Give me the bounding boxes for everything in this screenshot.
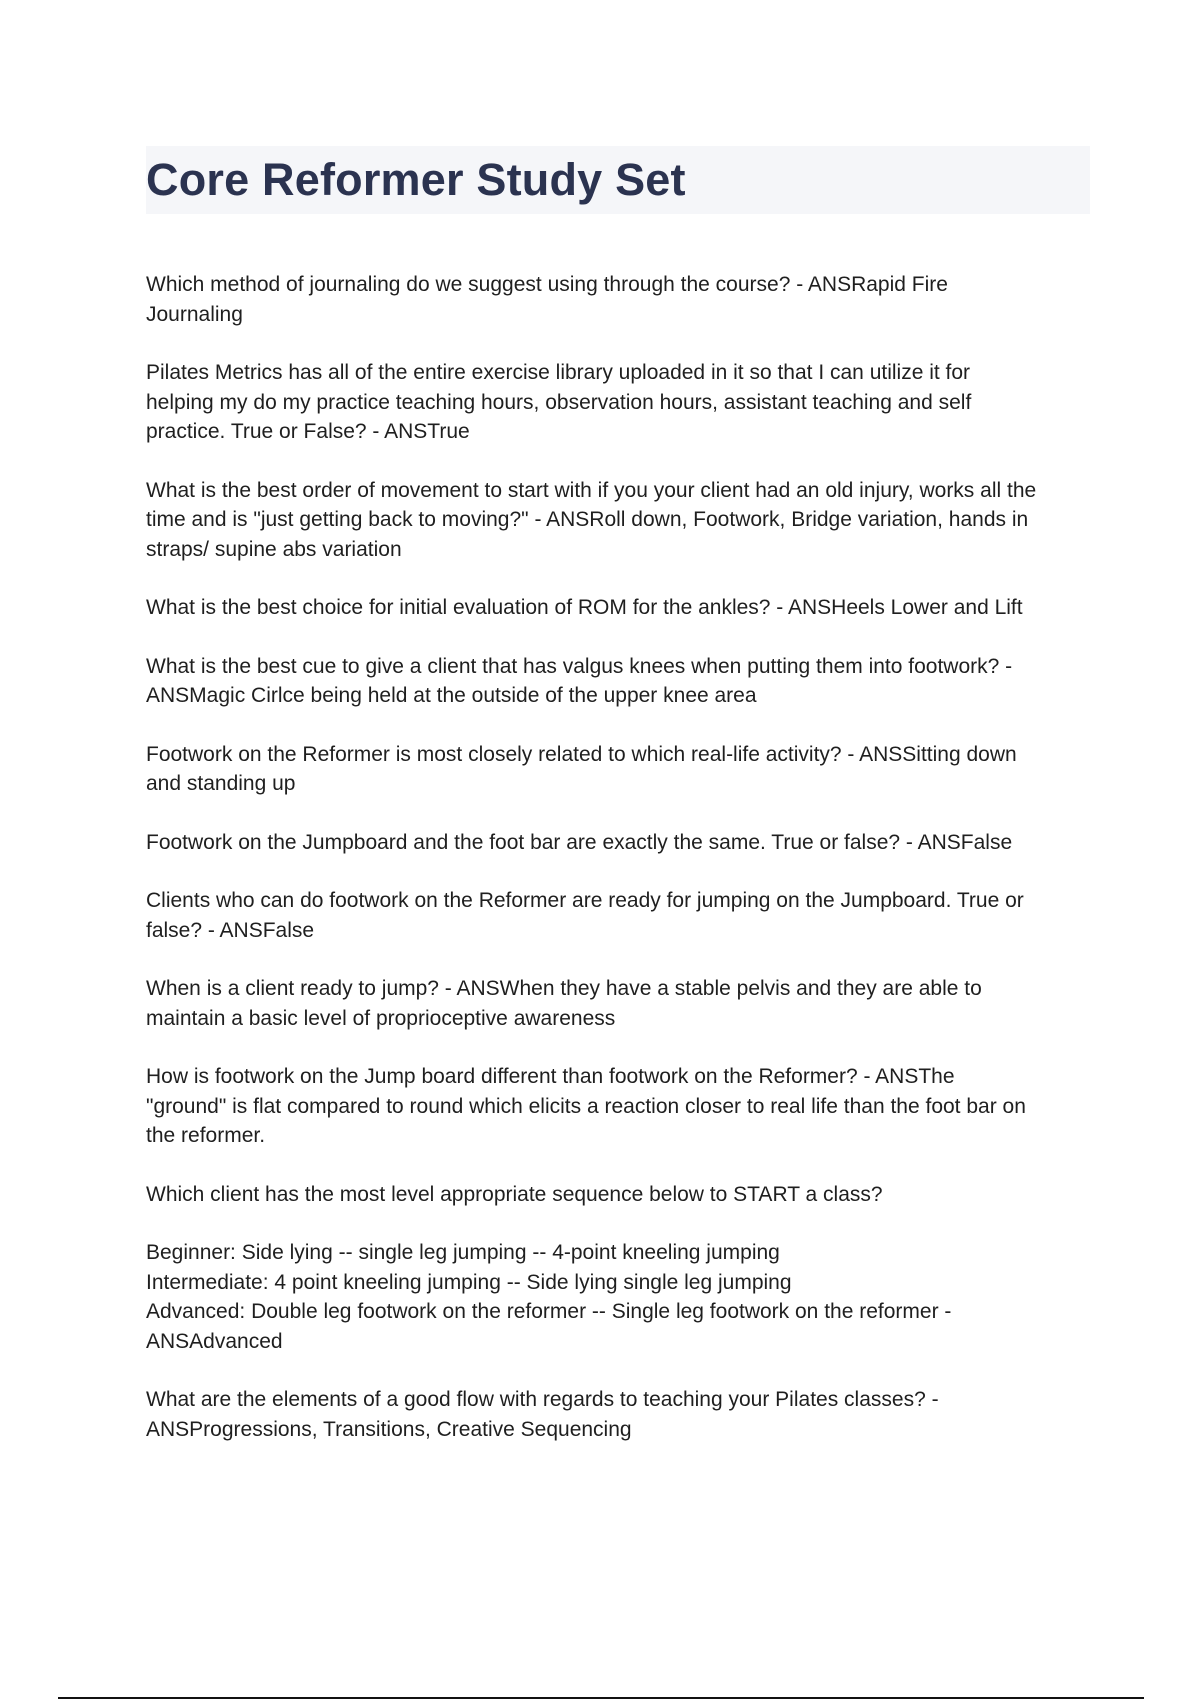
qa-text-line: straps/ supine abs variation	[146, 537, 402, 561]
qa-item	[146, 1238, 1096, 1356]
qa-text-line: ANSProgressions, Transitions, Creative Sequencing	[146, 1417, 632, 1441]
qa-text-line: ANSAdvanced	[146, 1329, 283, 1353]
qa-text-line: Clients who can do footwork on the Reformer are ready for jumping on the Jumpboard. True or	[146, 889, 1024, 912]
qa-item	[146, 358, 1096, 447]
qa-text-line: When is a client ready to jump? - ANSWhen they have a stable pelvis and they are able to	[146, 977, 982, 1000]
qa-text-line: Beginner: Side lying -- single leg jumping -- 4-point kneeling jumping	[146, 1241, 780, 1264]
qa-text-line: Journaling	[146, 302, 243, 326]
qa-item	[146, 652, 1096, 711]
qa-text-line: How is footwork on the Jump board different than footwork on the Reformer? - ANSThe	[146, 1065, 955, 1088]
qa-item	[146, 886, 1096, 945]
qa-text-line: Footwork on the Jumpboard and the foot bar are exactly the same. True or false? - ANSFalse	[146, 830, 1013, 854]
qa-item	[146, 476, 1096, 565]
qa-text-line: What is the best order of movement to start with if you your client had an old injury, works all the	[146, 478, 1037, 502]
qa-text-line: maintain a basic level of proprioceptive awareness	[146, 1006, 616, 1030]
qa-text-line: time and is "just getting back to moving?" - ANSRoll down, Footwork, Bridge variation, hands in	[146, 508, 1029, 531]
qa-text-line: practice. True or False? - ANSTrue	[146, 420, 470, 443]
qa-text-line: ANSMagic Cirlce being held at the outside of the upper knee area	[146, 684, 757, 707]
qa-text-line: Footwork on the Reformer is most closely related to which real-life activity? - ANSSitting down	[146, 742, 1017, 766]
footer-divider	[58, 1697, 1144, 1699]
qa-text-line: helping my do my practice teaching hours, observation hours, assistant teaching and self	[146, 390, 972, 414]
qa-text-line: Advanced: Double leg footwork on the reformer -- Single leg footwork on the reformer -	[146, 1300, 952, 1323]
qa-text-line: What are the elements of a good flow with regards to teaching your Pilates classes? -	[146, 1388, 939, 1411]
qa-item	[146, 593, 1096, 623]
qa-item	[146, 270, 1096, 329]
qa-text-line: What is the best cue to give a client that has valgus knees when putting them into footwork? -	[146, 654, 1013, 678]
qa-item	[146, 974, 1096, 1033]
qa-text-line: and standing up	[146, 772, 296, 795]
qa-item	[146, 740, 1096, 799]
qa-text-line: Pilates Metrics has all of the entire exercise library uploaded in it so that I can utilize it for	[146, 361, 971, 384]
qa-item	[146, 828, 1096, 858]
qa-text-line: "ground" is flat compared to round which elicits a reaction closer to real life than the foot bar on	[146, 1094, 1026, 1118]
qa-text-line: the reformer.	[146, 1124, 266, 1147]
qa-item	[146, 1180, 1096, 1210]
qa-text-line: Which method of journaling do we suggest using through the course? - ANSRapid Fire	[146, 273, 948, 296]
question-answer-list	[146, 270, 1096, 1473]
qa-item	[146, 1062, 1096, 1151]
qa-text-line: Intermediate: 4 point kneeling jumping -- Side lying single leg jumping	[146, 1270, 792, 1294]
qa-text-line: Which client has the most level appropriate sequence below to START a class?	[146, 1182, 883, 1206]
qa-text-line: What is the best choice for initial evaluation of ROM for the ankles? - ANSHeels Lower and Lift	[146, 596, 1023, 619]
document-title: Core Reformer Study Set	[146, 154, 686, 205]
qa-text-line: false? - ANSFalse	[146, 918, 315, 942]
qa-item	[146, 1385, 1096, 1444]
